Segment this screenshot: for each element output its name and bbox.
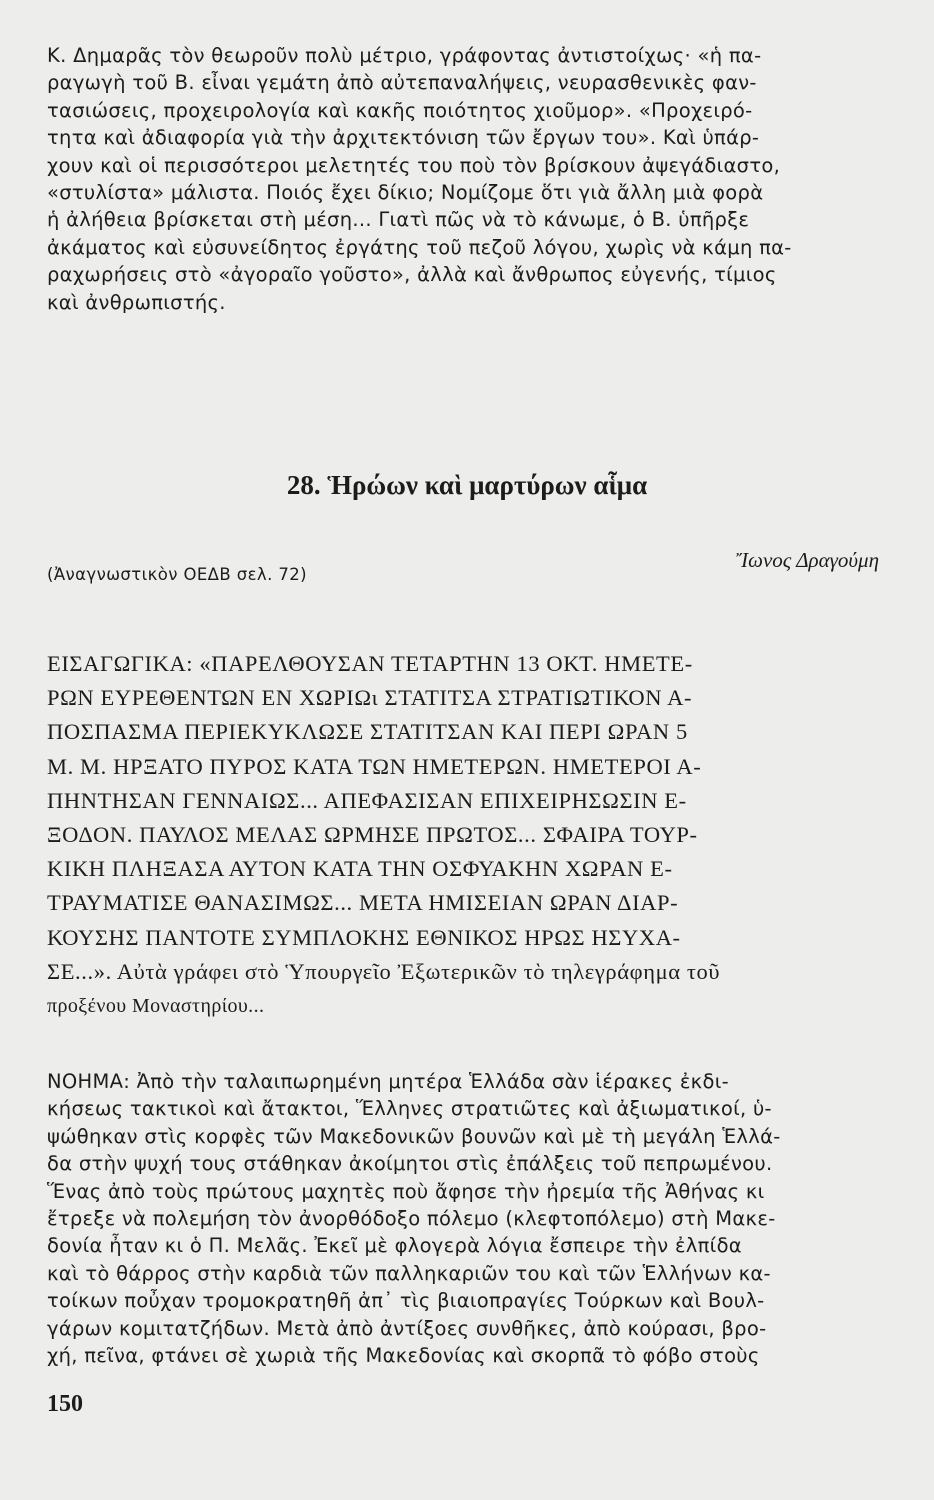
eisagogika-line: ΠΟΣΠΑΣΜΑ ΠΕΡΙΕΚΥΚΛΩΣΕ ΣΤΑΤΙΤΣΑΝ ΚΑΙ ΠΕΡΙ ΩΡΑΝ 5 (47, 719, 688, 745)
intro-line: χουν καὶ οἱ περισσότεροι μελετητές του ποὺ τὸν βρίσκουν ἀψεγάδιαστο, (47, 153, 781, 177)
eisagogika-line: ΡΩΝ ΕΥΡΕΘΕΝΤΩΝ ΕΝ ΧΩΡΙΩι ΣΤΑΤΙΤΣΑ ΣΤΡΑΤΙΩΤΙΚΟΝ Α- (47, 685, 693, 711)
eisagogika-line: προξένου Μοναστηρίου... (47, 995, 265, 1018)
intro-line: ἀκάματος καὶ εὐσυνείδητος ἐργάτης τοῦ πεζοῦ λόγου, χωρὶς νὰ κάμη πα- (47, 235, 792, 259)
intro-line: τητα καὶ ἀδιαφορία γιὰ τὴν ἀρχιτεκτόνιση τῶν ἔργων του». Καὶ ὑπάρ- (47, 126, 760, 150)
noima-line: δονία ἦταν κι ὁ Π. Μελᾶς. Ἐκεῖ μὲ φλογερὰ λόγια ἔσπειρε τὴν ἐλπίδα (47, 1234, 742, 1258)
intro-line: «στυλίστα» μάλιστα. Ποιός ἔχει δίκιο; Νομίζομε ὅτι γιὰ ἄλλη μιὰ φορὰ (47, 181, 764, 205)
noima-line: δα στὴν ψυχή τους στάθηκαν ἀκοίμητοι στὶς ἐπάλξεις τοῦ πεπρωμένου. (47, 1152, 773, 1176)
eisagogika-line: ΞΟΔΟΝ. ΠΑΥΛΟΣ ΜΕΛΑΣ ΩΡΜΗΣΕ ΠΡΩΤΟΣ... ΣΦΑΙΡΑ ΤΟΥΡ- (47, 822, 698, 848)
noima-line: κήσεως τακτικοὶ καὶ ἄτακτοι, Ἕλληνες στρατιῶτες καὶ ἀξιωματικοί, ὑ- (47, 1097, 772, 1121)
noima-line: ψώθηκαν στὶς κορφὲς τῶν Μακεδονικῶν βουνῶν καὶ μὲ τὴ μεγάλη Ἑλλά- (47, 1124, 781, 1148)
noima-line: καὶ τὸ θάρρος στὴν καρδιὰ τῶν παλληκαριῶν του καὶ τῶν Ἑλλήνων κα- (47, 1261, 771, 1285)
intro-line: ἡ ἀλήθεια βρίσκεται στὴ μέση... Γιατὶ πῶς νὰ τὸ κάνωμε, ὁ Β. ὑπῆρξε (47, 208, 750, 232)
noima-line: γάρων κομιτατζήδων. Μετὰ ἀπὸ ἀντίξοες συνθῆκες, ἀπὸ κούρασι, βρο- (47, 1316, 767, 1340)
eisagogika-line: ΚΙΚΗ ΠΛΗΞΑΣΑ ΑΥΤΟΝ ΚΑΤΑ ΤΗΝ ΟΣΦΥΑΚΗΝ ΧΩΡΑΝ Ε- (47, 856, 673, 882)
intro-paragraph (47, 42, 893, 316)
eisagogika-line: Μ. Μ. ΗΡΞΑΤΟ ΠΥΡΟΣ ΚΑΤΑ ΤΩΝ ΗΜΕΤΕΡΩΝ. ΗΜΕΤΕΡΟΙ Α- (47, 753, 702, 779)
intro-line: ραγωγὴ τοῦ Β. εἶναι γεμάτη ἀπὸ αὐτεπαναλήψεις, νευρασθενικὲς φαν- (47, 71, 757, 95)
intro-line: ραχωρήσεις στὸ «ἀγοραῖο γοῦστο», ἀλλὰ καὶ ἄνθρωπος εὐγενής, τίμιος (47, 263, 777, 287)
noima-line: ΝΟΗΜΑ: Ἀπὸ τὴν ταλαιπωρημένη μητέρα Ἑλλάδα σὰν ἱέρακες ἐκδι- (47, 1070, 729, 1093)
eisagogika-line: ΠΗΝΤΗΣΑΝ ΓΕΝΝΑΙΩΣ... ΑΠΕΦΑΣΙΣΑΝ ΕΠΙΧΕΙΡΗΣΩΣΙΝ Ε- (47, 787, 687, 813)
source-reference: (Ἀναγνωστικὸν ΟΕΔΒ σελ. 72) (47, 565, 307, 584)
eisagogika-line: ΚΟΥΣΗΣ ΠΑΝΤΟΤΕ ΣΥΜΠΛΟΚΗΣ ΕΘΝΙΚΟΣ ΗΡΩΣ ΗΣΥΧΑ- (47, 924, 681, 950)
chapter-heading: 28. Ἡρώων καὶ μαρτύρων αἷμα (286, 470, 648, 500)
page-number: 150 (47, 1391, 83, 1417)
eisagogika-line: ΤΡΑΥΜΑΤΙΣΕ ΘΑΝΑΣΙΜΩΣ... ΜΕΤΑ ΗΜΙΣΕΙΑΝ ΩΡΑΝ ΔΙΑΡ- (47, 890, 679, 916)
noima-line: τοίκων ποὖχαν τρομοκρατηθῆ ἀπ᾿ τὶς βιαιοπραγίες Τούρκων καὶ Βουλ- (47, 1289, 765, 1313)
noima-line: ἔτρεξε νὰ πολεμήση τὸν ἀνορθόδοξο πόλεμο (κλεφτοπόλεμο) στὴ Μακε- (47, 1207, 776, 1231)
eisagogika-paragraph (47, 647, 893, 1023)
intro-line: καὶ ἀνθρωπιστής. (47, 290, 226, 314)
noima-line: Ἕνας ἀπὸ τοὺς πρώτους μαχητὲς ποὺ ἄφησε τὴν ἠρεμία τῆς Ἀθήνας κι (47, 1179, 765, 1203)
author-name: Ἴωνος Δραγούμη (736, 548, 879, 572)
eisagogika-line: ΣΕ...». Αὐτὰ γράφει στὸ Ὑπουργεῖο Ἐξωτερικῶν τὸ τηλεγράφημα τοῦ (47, 958, 721, 984)
noima-paragraph (47, 1068, 893, 1369)
eisagogika-line: ΕΙΣΑΓΩΓΙΚΑ: «ΠΑΡΕΛΘΟΥΣΑΝ ΤΕΤΑΡΤΗΝ 13 ΟΚΤ. ΗΜΕΤΕ- (47, 651, 693, 676)
noima-line: χή, πεῖνα, φτάνει σὲ χωριὰ τῆς Μακεδονίας καὶ σκορπᾶ τὸ φόβο στοὺς (47, 1344, 760, 1368)
intro-line: τασιώσεις, προχειρολογία καὶ κακῆς ποιότητος χιοῦμορ». «Προχειρό- (47, 98, 753, 122)
intro-line: Κ. Δημαρᾶς τὸν θεωροῦν πολὺ μέτριο, γράφοντας ἀντιστοίχως· «ἡ πα- (47, 44, 762, 67)
